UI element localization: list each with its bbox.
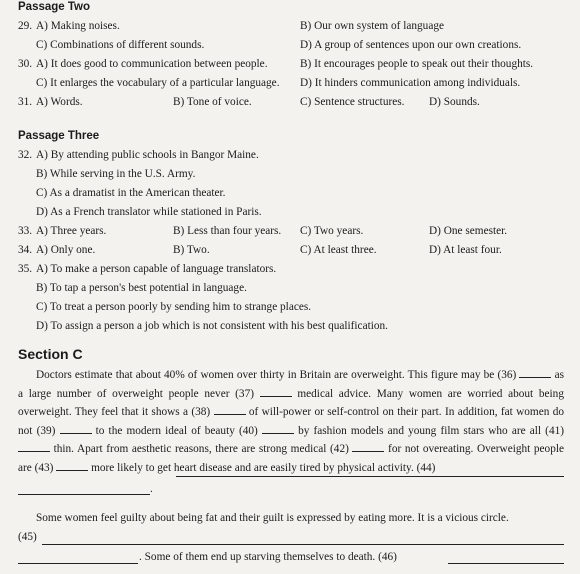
section-c-paragraph-2-line-3: . Some of them end up starving themselves to death. (46) bbox=[139, 551, 397, 563]
answer-line-44-b[interactable] bbox=[18, 494, 150, 495]
option-29-c[interactable]: C) Combinations of different sounds. bbox=[36, 39, 205, 51]
blank-42[interactable] bbox=[352, 441, 384, 452]
option-29-d[interactable]: D) A group of sentences upon our own creations. bbox=[300, 39, 522, 51]
blank-41[interactable] bbox=[18, 441, 50, 452]
option-32-c[interactable]: C) As a dramatist in the American theater. bbox=[36, 187, 226, 199]
blank-36[interactable] bbox=[519, 367, 551, 378]
option-31-c[interactable]: C) Sentence structures. bbox=[300, 96, 405, 108]
option-32-b[interactable]: B) While serving in the U.S. Army. bbox=[36, 168, 196, 180]
answer-line-45-a[interactable] bbox=[42, 544, 564, 545]
answer-line-44-a[interactable] bbox=[176, 476, 564, 477]
option-35-c[interactable]: C) To treat a person poorly by sending him to strange places. bbox=[36, 301, 312, 313]
option-33-d[interactable]: D) One semester. bbox=[429, 225, 508, 237]
question-29: 29. A) Making noises. B) Our own system of language bbox=[18, 20, 445, 32]
option-35-b[interactable]: B) To tap a person's best potential in language. bbox=[36, 282, 247, 294]
option-29-a[interactable]: A) Making noises. bbox=[36, 20, 120, 32]
question-35-d bbox=[0, 321, 580, 337]
blank-38[interactable] bbox=[214, 404, 246, 415]
question-30: 30. A) It does good to communication between people. B) It encourages people to speak out their thoughts. bbox=[18, 58, 534, 70]
option-33-b[interactable]: B) Less than four years. bbox=[173, 225, 282, 237]
blank-37[interactable] bbox=[260, 386, 292, 397]
option-29-b[interactable]: B) Our own system of language bbox=[300, 20, 445, 32]
question-35-b bbox=[0, 283, 580, 299]
option-35-d[interactable]: D) To assign a person a job which is not consistent with his best qualification. bbox=[36, 320, 388, 332]
exam-page: Passage Two 29. A) Making noises. B) Our own system of language C) Combinations of different sounds. D) A group of sentences upon our own creations. 30. A) It does good to communication between people. B) It encourages people to speak out their thoughts. C) It enlarges the vocabulary of a particular language. D) It hinders communication among individuals. 31. A) Words. B) Tone of voice. C) Sentence structures. D) Sounds. Passage Three 32. A) By attending public schools in Bangor Maine. B) While serving in the U.S. Army. C) As a dramatist in the American theater. D) As a French translator while stationed in Paris. 33. A) Three years. B) Less than four years. C) Two years. D) One semester. 34. A) Only one. B) Two. C) At least three. D) At least four. 35. A) To make a person capable of language translators. B) To tap a person's best potential in language. C) To treat a person poorly by sending him to strange places. D) To assign a person a job which is not consistent with his best qualification. Section C Doctors estimate that about 40% of women over thirty in Britain are overweight. This figure may be (36) as a large number of overweight people never (37) medical advice. Many women are worried about being overweight. They feel that it shows a (38) of will-power or self-control on their part. In addition, fat women do not (39) to the modern ideal of beauty (40) by fashion models and young film stars who are all (41) thin. Apart from aesthetic reasons, there are strong medical (42) for not overeating. Overweight people are (43) more likely to get heart disease and are easily tired by physical activity. (44) . Some women feel guilty about being fat and their guilt is expressed by eating more. It is a vicious circle. (45) . Some of them end up starving themselves to death. (46) bbox=[0, 0, 580, 574]
option-34-d[interactable]: D) At least four. bbox=[429, 244, 502, 256]
question-32-b bbox=[0, 169, 580, 185]
question-32: 32. A) By attending public schools in Bangor Maine. bbox=[18, 149, 259, 161]
section-c-paragraph-2-line-1: Some women feel guilty about being fat and their guilt is expressed by eating more. It is a vicious circle. bbox=[36, 512, 509, 524]
section-c-heading: Section C bbox=[18, 346, 83, 362]
passage-three-heading: Passage Three bbox=[18, 130, 100, 142]
option-34-a[interactable]: A) Only one. bbox=[36, 244, 96, 256]
option-33-a[interactable]: A) Three years. bbox=[36, 225, 107, 237]
question-30-cont bbox=[0, 78, 580, 94]
option-34-b[interactable]: B) Two. bbox=[173, 244, 210, 256]
option-32-d[interactable]: D) As a French translator while stationed in Paris. bbox=[36, 206, 262, 218]
option-31-d[interactable]: D) Sounds. bbox=[429, 96, 480, 108]
question-35: 35. A) To make a person capable of language translators. bbox=[18, 263, 277, 275]
question-34: 34. A) Only one. B) Two. C) At least three. D) At least four. bbox=[18, 244, 502, 256]
option-31-a[interactable]: A) Words. bbox=[36, 96, 83, 108]
option-33-c[interactable]: C) Two years. bbox=[300, 225, 364, 237]
question-32-d bbox=[0, 207, 580, 223]
option-31-b[interactable]: B) Tone of voice. bbox=[173, 96, 252, 108]
blank-43[interactable] bbox=[56, 460, 88, 471]
question-29-cont bbox=[0, 40, 580, 56]
passage-two-heading: Passage Two bbox=[18, 1, 91, 13]
question-31: 31. A) Words. B) Tone of voice. C) Sentence structures. D) Sounds. bbox=[18, 96, 480, 108]
section-c-paragraph-1: Doctors estimate that about 40% of women over thirty in Britain are overweight. This figure may be (36) as a large number of overweight people never (37) medical advice. Many women are worried about being overweight. They feel that it shows a (38) of will-power or self-control on their part. In addition, fat women do not (39) to the modern ideal of beauty (40) by fashion models and young film stars who are all (41) thin. Apart from aesthetic reasons, there are strong medical (42) for not overeating. Overweight people are (43) more likely to get heart disease and are easily tired by physical activity. (44) bbox=[18, 369, 564, 474]
question-33: 33. A) Three years. B) Less than four years. C) Two years. D) One semester. bbox=[18, 225, 508, 237]
option-30-c[interactable]: C) It enlarges the vocabulary of a particular language. bbox=[36, 77, 280, 89]
blank-39[interactable] bbox=[60, 423, 92, 434]
section-c-paragraph-2-line-2: (45) bbox=[18, 531, 37, 543]
option-32-a[interactable]: A) By attending public schools in Bangor Maine. bbox=[36, 149, 259, 161]
option-30-d[interactable]: D) It hinders communication among individuals. bbox=[300, 77, 521, 89]
option-35-a[interactable]: A) To make a person capable of language translators. bbox=[36, 263, 277, 275]
answer-line-46[interactable] bbox=[448, 563, 564, 564]
question-35-c bbox=[0, 302, 580, 318]
blank-40[interactable] bbox=[262, 423, 294, 434]
question-32-c bbox=[0, 188, 580, 204]
option-34-c[interactable]: C) At least three. bbox=[300, 244, 377, 256]
option-30-a[interactable]: A) It does good to communication between people. bbox=[36, 58, 268, 70]
option-30-b[interactable]: B) It encourages people to speak out their thoughts. bbox=[300, 58, 534, 70]
